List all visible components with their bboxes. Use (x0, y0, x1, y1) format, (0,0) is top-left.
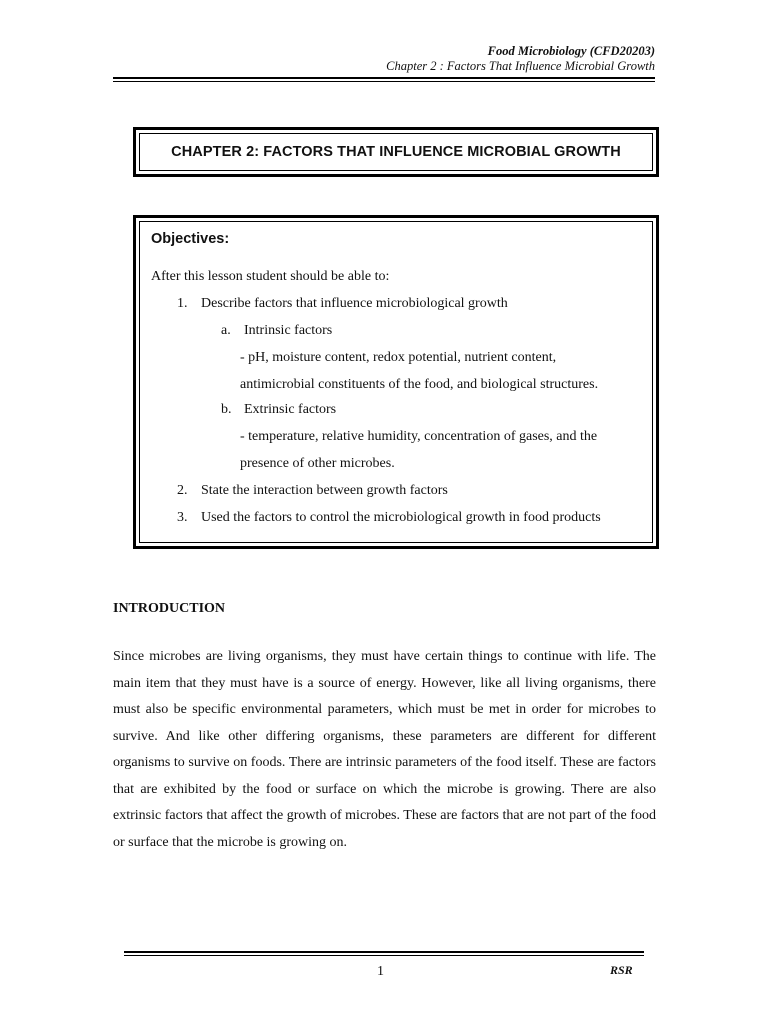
objective-text: State the interaction between growth factors (201, 483, 448, 498)
objective-number: 1. (177, 296, 188, 311)
objectives-box (133, 215, 659, 549)
footer-initials: RSR (610, 963, 633, 977)
objective-text: Used the factors to control the microbiological growth in food products (201, 510, 601, 525)
objectives-heading: Objectives: (151, 231, 230, 247)
page-header (386, 44, 655, 74)
objective-number: 2. (177, 483, 188, 498)
objective-text: Describe factors that influence microbiological growth (201, 296, 508, 311)
objective-sub-b (221, 402, 336, 418)
objective-sub-a (221, 323, 332, 339)
objectives-intro: After this lesson student should be able to: (151, 269, 390, 284)
sub-letter: b. (221, 402, 232, 417)
objective-item-2 (177, 483, 448, 499)
introduction-paragraph: Since microbes are living organisms, they must have certain things to continue with life. The main item that they must have is a source of energy. However, like all living organisms, there must also be specific environmental parameters, which must be met in order for microbes to survive. And like other differing organisms, these parameters are different for different organisms to survive on foods. There are intrinsic parameters of the food itself. These are factors that are exhibited by the food or surface on which the microbe is growing. There are also extrinsic factors that affect the growth of microbes. These are factors that are not part of the food or surface that the microbe is growing on. (113, 649, 656, 850)
introduction-heading: INTRODUCTION (113, 601, 226, 616)
header-divider (113, 77, 655, 82)
footer-divider (124, 951, 644, 956)
objective-item-3 (177, 510, 601, 526)
header-chapter: Chapter 2 : Factors That Influence Microbial Growth (386, 59, 655, 73)
objective-item-1 (177, 296, 508, 312)
chapter-title-box (133, 127, 659, 177)
sub-a-detail-2: antimicrobial constituents of the food, and biological structures. (240, 377, 599, 392)
sub-a-detail-1: - pH, moisture content, redox potential, nutrient content, (240, 350, 557, 365)
sub-b-detail-1: - temperature, relative humidity, concentration of gases, and the (240, 429, 598, 444)
sub-b-detail-2: presence of other microbes. (240, 456, 395, 471)
sub-label: Intrinsic factors (244, 323, 333, 338)
header-course: Food Microbiology (CFD20203) (487, 44, 655, 58)
chapter-title: CHAPTER 2: FACTORS THAT INFLUENCE MICROBIAL GROWTH (171, 144, 621, 160)
sub-letter: a. (221, 323, 231, 338)
objective-number: 3. (177, 510, 188, 525)
sub-label: Extrinsic factors (244, 402, 337, 417)
page-number: 1 (377, 964, 384, 979)
